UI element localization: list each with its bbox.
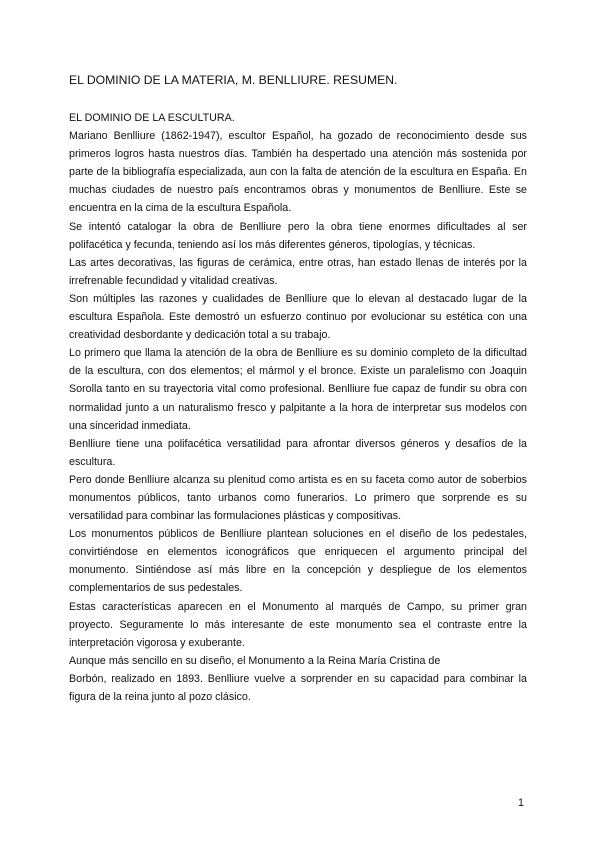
paragraph-maria-cristina-cont: Borbón, realizado en 1893. Benlliure vuelve a sorprender en su capacidad para combinar la figura de la reina junto al pozo clásico.	[69, 672, 527, 703]
paragraph-maria-cristina-line: Aunque más sencillo en su diseño, el Monumento a la Reina María Cristina de	[69, 654, 441, 667]
document-body	[69, 109, 527, 706]
page-number: 1	[518, 797, 524, 809]
paragraph-marques-de-campo: Estas características aparecen en el Monumento al marqués de Campo, su primer gran proyecto. Seguramente lo más interesante de este monumento sea el contraste entre la interpretación vigorosa y exuberante.	[69, 600, 527, 649]
document-title: EL DOMINIO DE LA MATERIA, M. BENLLIURE. RESUMEN.	[69, 73, 398, 87]
paragraph-public-monuments: Pero donde Benlliure alcanza su plenitud como artista es en su faceta como autor de soberbios monumentos públicos, tanto urbanos como funerarios. Lo primero que sorprende es su versatilidad para combinar las formulaciones plásticas y compositivas.	[69, 473, 527, 523]
section-heading: EL DOMINIO DE LA ESCULTURA.	[69, 112, 235, 124]
paragraph-qualities: Son múltiples las razones y cualidades de Benlliure que lo elevan al destacado lugar de la escultura Española. Este demostró un esfuerzo continuo por evolucionar su estética con una creatividad desbordante y dedicación total a su trabajo.	[69, 292, 527, 342]
paragraph-pedestals: Los monumentos públicos de Benlliure plantean soluciones en el diseño de los pedestales, convirtiéndose en elementos iconográficos que enriquecen el argumento principal del monumento. Sintiéndose así más libre en la concepción y despliegue de los elementos complementarios de sus pedestales.	[69, 528, 527, 595]
paragraph-versatility: Benlliure tiene una polifacética versatilidad para afrontar diversos géneros y desafíos de la escultura.	[69, 437, 527, 468]
paragraph-intro: Mariano Benlliure (1862-1947), escultor Español, ha gozado de reconocimiento desde sus primeros logros hasta nuestros días. También ha despertado una atención más sostenida por parte de la bibliografía especializada, aun con la falta de atención de la escultura en España. En muchas ciudades de nuestro país encontramos obras y monumentos de Benlliure. Este se encuentra en la cima de la escultura Española.	[69, 130, 527, 215]
paragraph-materials: Lo primero que llama la atención de la obra de Benlliure es su dominio completo de la dificultad de la escultura, con dos elementos; el mármol y el bronce. Existe un paralelismo con Joaquin Sorolla tanto en su trayectoria vital como profesional. Benlliure fue capaz de fundir su obra con normalidad junto a un naturalismo fresco y palpitante a la hora de interpretar sus modelos con una sinceridad inmediata.	[69, 347, 527, 432]
paragraph-catalog: Se intentó catalogar la obra de Benlliure pero la obra tiene enormes dificultades al ser polifacética y fecunda, teniendo así los más diferentes géneros, tipologías, y técnicas.	[69, 220, 527, 251]
paragraph-decorative-arts: Las artes decorativas, las figuras de cerámica, entre otras, han estado llenas de interés por la irrefrenable fecundidad y vitalidad creativas.	[69, 256, 527, 287]
